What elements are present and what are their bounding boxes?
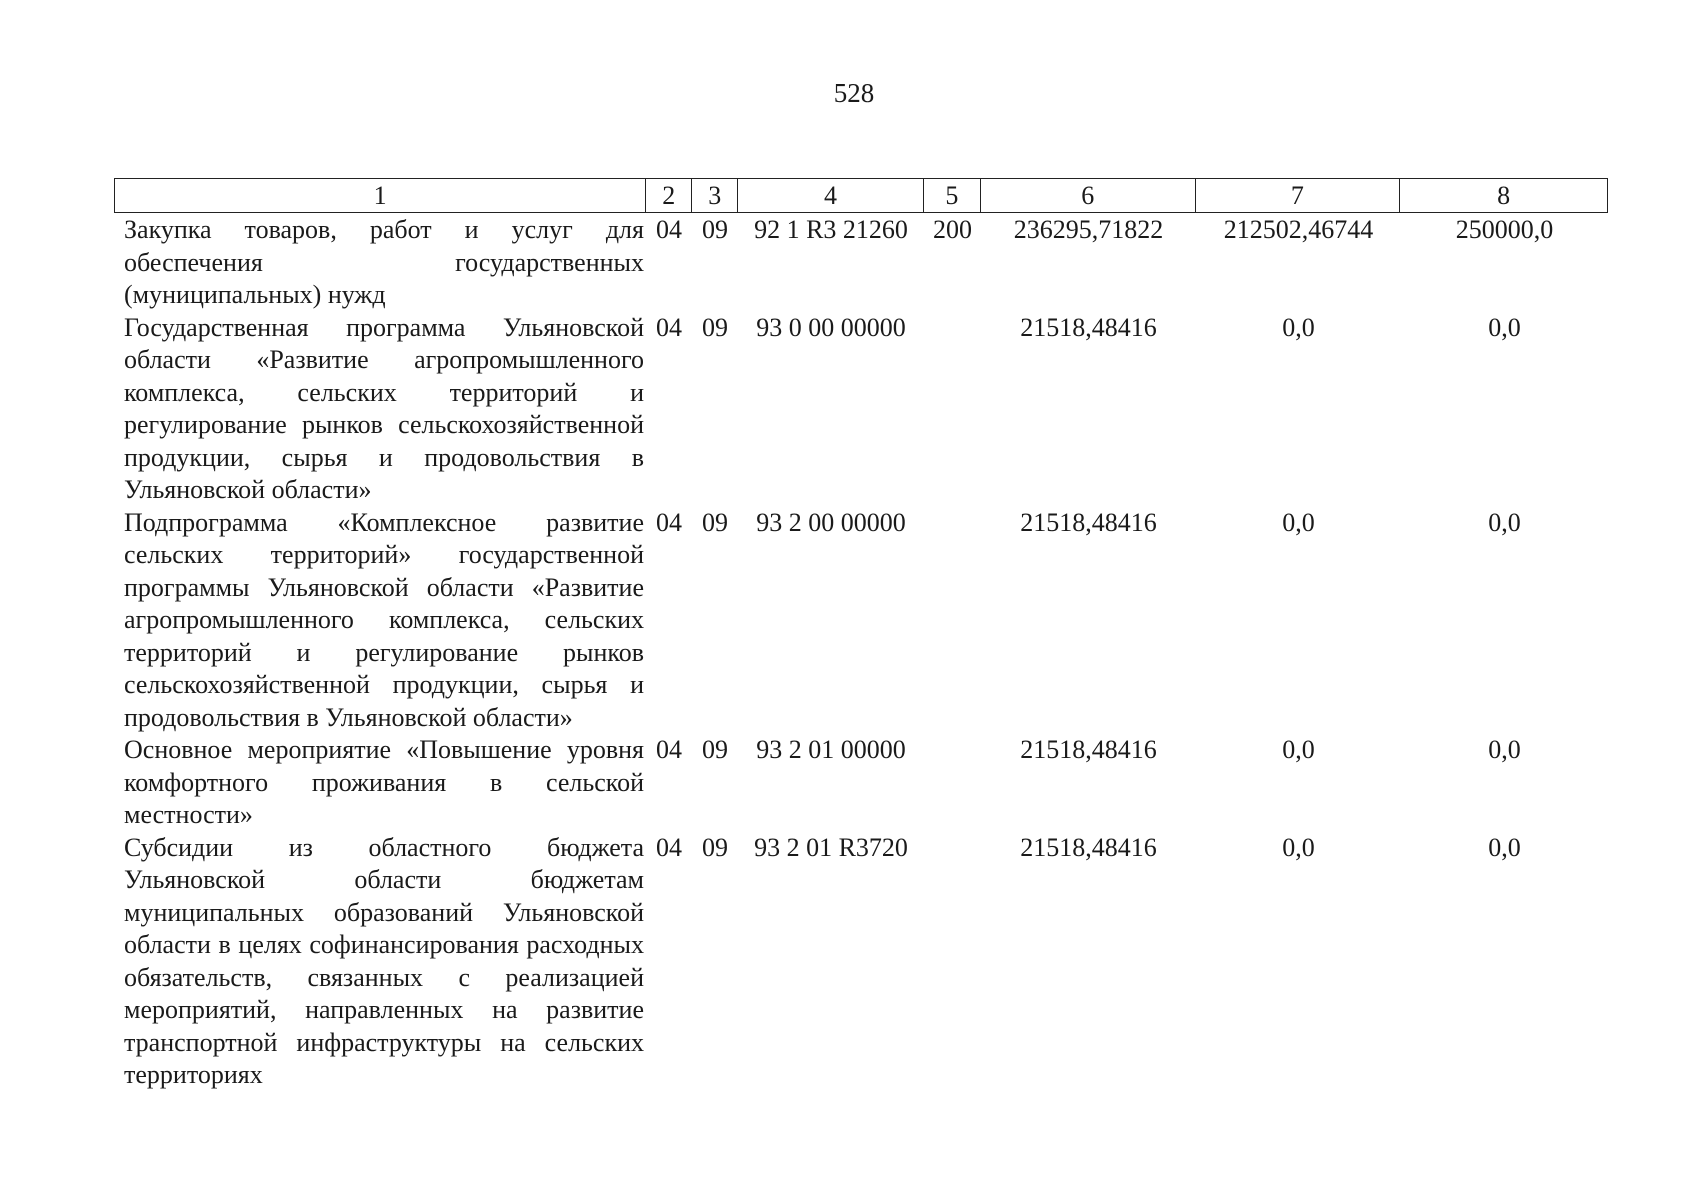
- header-col-2: 2: [646, 179, 692, 212]
- row-target-code: 93 2 01 00000: [756, 735, 906, 764]
- row-target-code: 93 2 01 R3720: [754, 832, 908, 862]
- row-value-8: 0,0: [1488, 312, 1521, 342]
- header-col-3: 3: [692, 179, 738, 212]
- row-value-6: 21518,48416: [1020, 735, 1157, 764]
- row-section: 04: [656, 215, 682, 244]
- row-target-code: 93 2 00 00000: [756, 507, 906, 537]
- header-col-4: 4: [738, 179, 924, 212]
- row-subsection: 09: [702, 312, 728, 342]
- row-value-6: 236295,71822: [1013, 215, 1164, 244]
- header-col-1: 1: [115, 179, 646, 212]
- row-value-6: 21518,48416: [1020, 507, 1157, 537]
- row-subsection: 09: [702, 215, 728, 244]
- table-row: [114, 312, 1608, 507]
- row-section: 04: [656, 312, 682, 342]
- row-name: Закупка товаров, работ и услуг для обеспечения государственных (муниципальных) нужд: [124, 215, 644, 309]
- row-target-code: 93 0 00 00000: [756, 312, 906, 342]
- header-col-5: 5: [924, 179, 981, 212]
- row-expense-type: 200: [933, 215, 972, 244]
- row-section: 04: [656, 507, 682, 537]
- row-name: Основное мероприятие «Повышение уровня комфортного проживания в сельской местности»: [124, 735, 644, 829]
- row-value-6: 21518,48416: [1020, 832, 1157, 862]
- row-value-8: 0,0: [1488, 832, 1521, 862]
- table-body: [114, 214, 1608, 1092]
- row-section: 04: [656, 735, 682, 764]
- row-value-7: 0,0: [1282, 832, 1315, 862]
- row-target-code: 92 1 R3 21260: [754, 215, 908, 244]
- row-subsection: 09: [702, 507, 728, 537]
- table-row: [114, 734, 1608, 832]
- row-value-7: 212502,46744: [1223, 215, 1374, 244]
- row-value-6: 21518,48416: [1020, 312, 1157, 342]
- row-value-8: 0,0: [1488, 507, 1521, 537]
- header-col-8: 8: [1497, 181, 1511, 210]
- header-col-6: 6: [981, 179, 1196, 212]
- row-value-7: 0,0: [1282, 312, 1315, 342]
- row-name: Государственная программа Ульяновской области «Развитие агропромышленного комплекса, сельских территорий и регулирование рынков сельскохозяйственной продукции, сырья и продовольствия в Ульяновской области»: [124, 312, 644, 504]
- table-row: [114, 832, 1608, 1092]
- row-subsection: 09: [702, 832, 728, 862]
- row-value-8: 250000,0: [1455, 215, 1554, 244]
- row-subsection: 09: [702, 735, 728, 764]
- header-col-7: 7: [1196, 179, 1401, 212]
- table-row: [114, 214, 1608, 312]
- table-row: [114, 507, 1608, 735]
- row-section: 04: [656, 832, 682, 862]
- row-name: Субсидии из областного бюджета Ульяновской области бюджетам муниципальных образований Ульяновской области в целях софинансирования расходных обязательств, связанных с реализацией мероприятий, направленных на развитие транспортной инфраструктуры на сельских территориях: [124, 832, 644, 1089]
- row-value-8: 0,0: [1488, 735, 1521, 764]
- row-name: Подпрограмма «Комплексное развитие сельских территорий» государственной программы Ульяновской области «Развитие агропромышленного комплекса, сельских территорий и регулирование рынков сельскохозяйственной продукции, сырья и продовольствия в Ульяновской области»: [124, 507, 644, 732]
- table-header-row: [114, 178, 1608, 213]
- page-number: 528: [833, 78, 875, 108]
- row-value-7: 0,0: [1282, 735, 1315, 764]
- row-value-7: 0,0: [1282, 507, 1315, 537]
